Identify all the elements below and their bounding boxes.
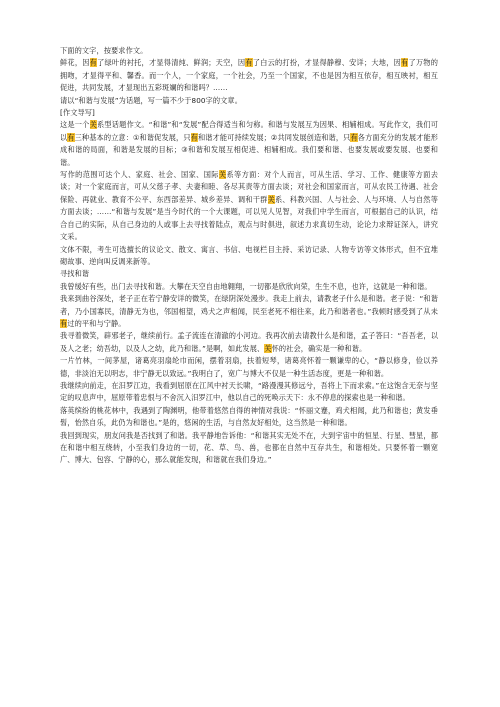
text-run: 请以“和谐与发展”为话题，写一篇不少于800字的文章。 xyxy=(60,95,242,105)
text-run: 我曾缓好有些，出门去寻找和谐。大攀在天空自由地翱翔，一切都是欣欣向荣，生生不息，也许，这就是一种和谐。 xyxy=(60,281,432,291)
text-run: 各方面充分的发展才能形成和谐的局面，和谐是发展的目标；③和谐和发展互相促进、相辅相成。我们要和谐、也要发展或要发展、也要和谐。 xyxy=(60,132,439,167)
text-run: 和谐才能可持续发展；②共同发展创造和谐，只 xyxy=(197,132,351,142)
paragraph xyxy=(60,380,438,405)
paragraph xyxy=(60,95,438,107)
text-run: 三种基本的立意：①和谐促发展，只 xyxy=(74,132,191,142)
text-run: 一片竹林，一间茅屋，诸葛亮羽扇纶巾而闲，摆着羽扇，扶着短琴，诸葛亮怀着一颗谦卑的心，“静以修身，俭以养德，非淡泊无以明志，非宁静无以致远。”我明白了，宽广与博大不仅是一种生活态度，更是一种和谐。 xyxy=(60,356,438,378)
paragraph xyxy=(60,355,438,380)
text-run: 我寻着微笑，辟邪老子，继续前行。孟子流连在清澈的小河边。我再次前去请教什么是和谐，孟子答曰：“吾吾老，以及人之老；幼吾幼，以及人之幼，此乃和谐。”是啊，如此发展、 xyxy=(60,331,438,353)
paragraph xyxy=(60,281,438,293)
text-run: 落英缤纷的桃花林中，我遇到了陶渊明，他带着悠然自得的神情对我说：“怀丽文蹇，鸡犬相闻，此乃和谐也；黄发垂髫，怡然自乐，此仍为和谐也。”是的，悠闲的生活，与自然友好相处，这当然是一种和谐。 xyxy=(60,405,438,428)
text-run: 了万物的拥吻，才显得平和、馨香。而一个人，一个家庭，一个社会，乃至一个国家，不也是因为相互依存，相互映衬，相互促进，共同发展，才显现出五彩斑斓的和谐吗？…… xyxy=(60,58,438,93)
highlighted-keyword: 关 xyxy=(264,343,272,353)
text-run: 我来到曲谷深处，老子正在若宁静安详的微笑，在绿阴深处漫步。我走上前去，请教老子什么是和谐。老子说：“和谐者，乃小国寡民，清静无为也，邻国相望，鸡犬之声相闻，民至老死不相往来，此乃和谐者也。”我顿时感受到了从未 xyxy=(60,294,438,316)
text-run: 了白云的打扮，才显得静穆、安详；大地，因 xyxy=(252,58,402,68)
highlighted-keyword: 关 xyxy=(267,194,276,204)
paragraph xyxy=(60,57,438,94)
text-run: 下面的文字，按要求作文。 xyxy=(60,46,148,55)
highlighted-keyword: 有 xyxy=(190,132,198,142)
highlighted-keyword: 有 xyxy=(89,58,98,68)
document-body xyxy=(60,45,438,467)
text-run: 过的平和与宁静。 xyxy=(67,318,126,328)
text-run: 这是一个 xyxy=(60,120,90,130)
paragraph xyxy=(60,169,438,243)
highlighted-keyword: 关 xyxy=(218,170,227,180)
text-run: 怀的社会，确实是一种和谐。 xyxy=(271,343,367,353)
text-run: 写作的范围可达个人、家庭、社会、国家、国际 xyxy=(60,170,219,180)
paragraph xyxy=(60,268,438,280)
highlighted-keyword: 关 xyxy=(89,120,97,130)
highlighted-keyword: 有 xyxy=(60,318,68,328)
paragraph xyxy=(60,119,438,169)
text-run: 了绿叶的衬托，才显得清纯、鲜润；天空，因 xyxy=(97,58,246,68)
text-run: 寻找和谐 xyxy=(60,269,90,279)
paragraph xyxy=(60,405,438,430)
text-run: 我继续向前走，在汨罗江边，我看到屈原在江风中衬天长啸，“路漫漫其修远兮，吾将上下而求索。”在这饱含无奈与坚定的叹息声中，屈原带着忠恨与不舍沉入汨罗江中，他以自己的死唤示天下：永不停息的探索也是一种和谐。 xyxy=(60,380,438,403)
text-run: 系等方面：对个人而言，可从生活、学习、工作、健康等方面去谈；对一个家庭而言，可从父慈子孝、夫妻和睦、各尽其责等方面去谈；对社会和国家而言，可从农民工待遇、社会保险、再就业、教育不公平、东西部差异、城乡差异、调和干群 xyxy=(60,170,438,204)
text-run: 系型话题作文。“和谐”和“发展”配合得适当和匀称。和谐与发展互为因果、相辅相成。写此作文，我们可以 xyxy=(60,120,439,142)
text-run: [作文导写] xyxy=(60,108,95,118)
paragraph xyxy=(60,107,438,119)
text-run: 系、科教兴国、人与社会、人与环境、人与自然等方面去谈；……“和谐与发展”是当今时代的一个大课题，可以见人见智，对我们中学生而言，可根据自己的认识，结合自己的实际，从自己身边的人或事上去寻找着陆点，观点与时俱进，叙述力求真切生动，论论力求辩证深入，讲究文采。 xyxy=(60,194,438,242)
paragraph xyxy=(60,330,438,355)
text-run: 鲜花，因 xyxy=(60,58,90,68)
text-run: 我回到现实，朋友问我是否找到了和谐。我平静地告诉他：“和谐其实无处不在，大到宇宙中的恒星、行星、彗星，都在和谐中相互绕转，小至我们身边的一切，花、草、鸟、兽，也都在自然中互存共生，和谐相处。只要怀着一颗宽广、博大、包容、宁静的心，那么就能发现，和谐就在我们身边。” xyxy=(60,430,438,465)
paragraph xyxy=(60,45,438,57)
highlighted-keyword: 有 xyxy=(350,132,358,142)
text-run: 文体不限，考生可选擅长的议论文、散文、寓言、书信、电视栏目主持、采访记录、人物专访等文体形式，但不宜堆砌故事、逆向叫反调来新等。 xyxy=(60,244,438,266)
paragraph xyxy=(60,293,438,330)
highlighted-keyword: 有 xyxy=(245,58,253,68)
highlighted-keyword: 有 xyxy=(67,132,75,142)
paragraph xyxy=(60,430,438,467)
highlighted-keyword: 有 xyxy=(401,58,409,68)
paragraph xyxy=(60,244,438,269)
